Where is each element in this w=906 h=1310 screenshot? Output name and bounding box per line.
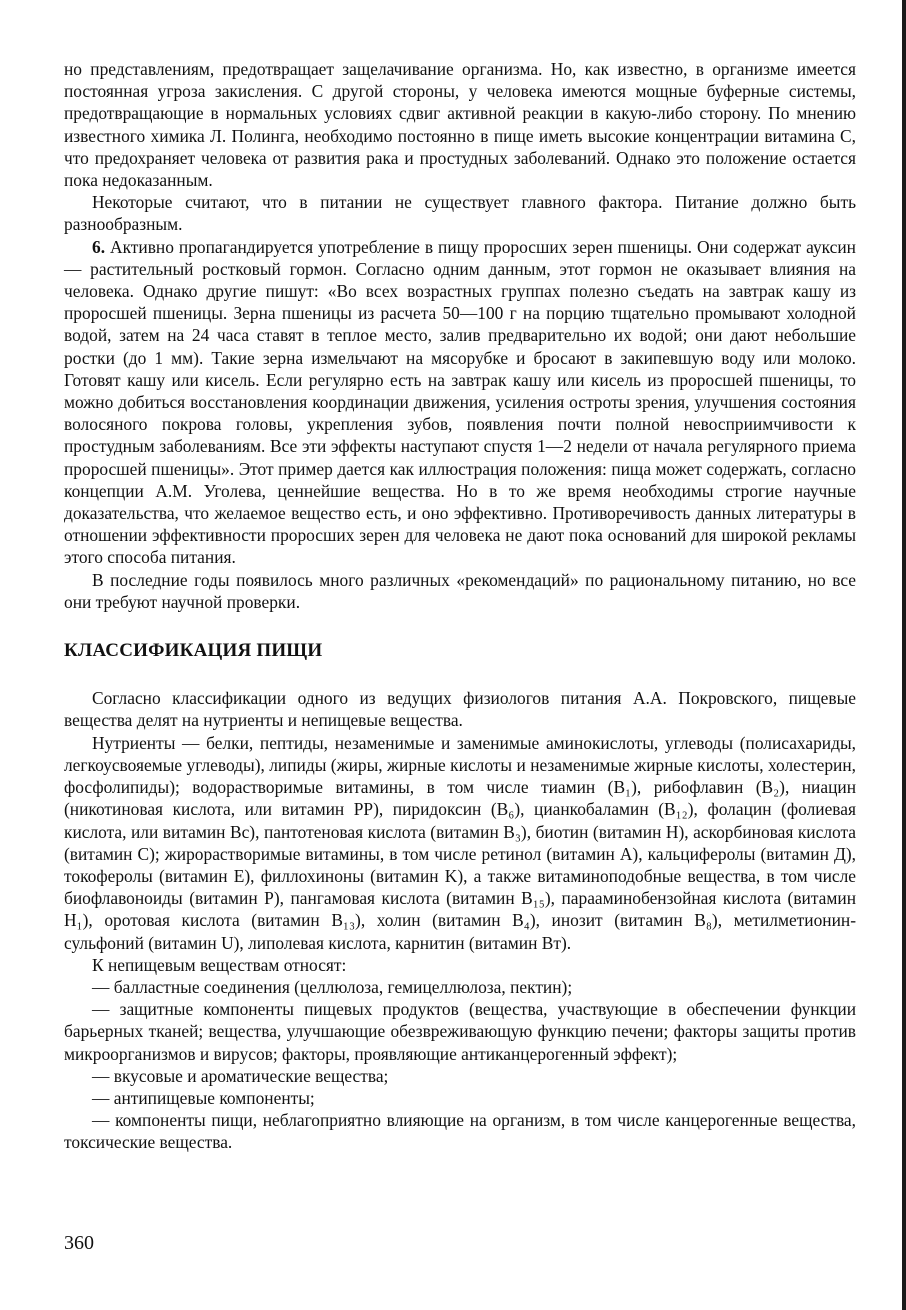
- top-paragraphs: [64, 58, 856, 613]
- paragraph: но представлениям, предотвращает защелачивание организма. Но, как известно, в организме имеется постоянная угроза закисления. С другой стороны, у человека имеются мощные буферные системы, предотвращающие в нормальных условиях сдвиг активной реакции в какую-либо сторону. По мнению известного химика Л. Полинга, необходимо постоянно в пище иметь высокие концентрации витамина С, что предохраняет человека от развития рака и простудных заболеваний. Однако это положение остается пока недоказанным.: [64, 59, 856, 191]
- page-number: 360: [64, 1232, 94, 1254]
- list-item: — антипищевые компоненты;: [92, 1087, 315, 1108]
- page-body: [64, 58, 856, 1154]
- paragraph-number: 6.: [92, 236, 106, 257]
- list-item: — компоненты пищи, неблагоприятно влияющие на организм, в том числе канцерогенные вещества, токсические вещества.: [64, 1110, 856, 1153]
- paragraph-numbered: [64, 236, 856, 569]
- paragraph: Некоторые считают, что в питании не существует главного фактора. Питание должно быть разнообразным.: [64, 192, 856, 235]
- paragraph: К непищевым веществам относят:: [92, 954, 347, 975]
- scan-edge: [902, 0, 906, 1310]
- paragraph-text: Активно пропагандируется употребление в пищу проросших зерен пшеницы. Они содержат ауксин — растительный ростковый гормон. Согласно одним данным, этот гормон не оказывает влияния на человека. Однако другие пишут: «Во всех возрастных группах полезно съедать на завтрак кашу из проросшей пшеницы. Зерна пшеницы из расчета 50—100 г на порцию тщательно промывают холодной водой, затем на 24 часа ставят в теплое место, залив предварительно их водой; они дают небольшие ростки (до 1 мм). Такие зерна измельчают на мясорубке и бросают в закипевшую воду или молоко. Готовят кашу или кисель. Если регулярно есть на завтрак кашу или кисель из проросшей пшеницы, то можно добиться восстановления координации движения, усиления остроты зрения, улучшения состояния волосяного покрова головы, укрепления зубов, появления почти полной невосприимчивости к простудным заболеваниям. Все эти эффекты наступают спустя 1—2 недели от начала регулярного приема проросшей пшеницы». Этот пример дается как иллюстрация положения: пища может содержать, согласно концепции А.М. Уголева, ценнейшие вещества. Но в то же время необходимы строгие научные доказательства, что желаемое вещество есть, и оно эффективно. Противоречивость данных литературы в отношении эффективности проросших зерен для человека не дают пока оснований для широкой рекламы этого способа питания.: [64, 236, 856, 568]
- list-item: — защитные компоненты пищевых продуктов (вещества, участвующие в обеспечении функции барьерных тканей; вещества, улучшающие обезвреживающую функцию печени; факторы защиты против микроорганизмов и вирусов; факторы, проявляющие антиканцерогенный эффект);: [64, 999, 856, 1064]
- paragraph: Согласно классификации одного из ведущих физиологов питания А.А. Покровского, пищевые вещества делят на нутриенты и непищевые вещества.: [64, 688, 856, 731]
- list-item: — вкусовые и ароматические вещества;: [92, 1065, 389, 1086]
- paragraph: В последние годы появилось много различных «рекомендаций» по рациональному питанию, но все они требуют научной проверки.: [64, 569, 856, 612]
- paragraph: Нутриенты — белки, пептиды, незаменимые и заменимые аминокислоты, углеводы (полисахариды, легкоусвояемые углеводы), липиды (жиры, жирные кислоты и незаменимые жирные кислоты, холестерин, фосфолипиды); водорастворимые витамины, в том числе тиамин (B₁), рибофлавин (B₂), ниацин (никотиновая кислота, или витамин PP), пиридоксин (B₆), цианкобаламин (B₁₂), фолацин (фолиевая кислота, или витамин Bc), пантотеновая кислота (витамин B₃), биотин (витамин H), аскорбиновая кислота (витамин C); жирорастворимые витамины, в том числе ретинол (витамин A), кальциферолы (витамин Д), токоферолы (витамин E), филлохиноны (витамин K), а также витаминоподобные вещества, в том числе биофлавоноиды (витамин P), пангамовая кислота (витамин B₁₅), парааминобензойная кислота (витамин H₁), оротовая кислота (витамин B₁₃), холин (витамин B₄), инозит (витамин B₈), метилметионин-сульфоний (витамин U), липолевая кислота, карнитин (витамин Bт).: [64, 732, 856, 953]
- list-item: — балластные соединения (целлюлоза, гемицеллюлоза, пектин);: [92, 976, 573, 997]
- section-title: КЛАССИФИКАЦИЯ ПИЩИ: [64, 640, 323, 662]
- bottom-paragraphs: [64, 687, 856, 1153]
